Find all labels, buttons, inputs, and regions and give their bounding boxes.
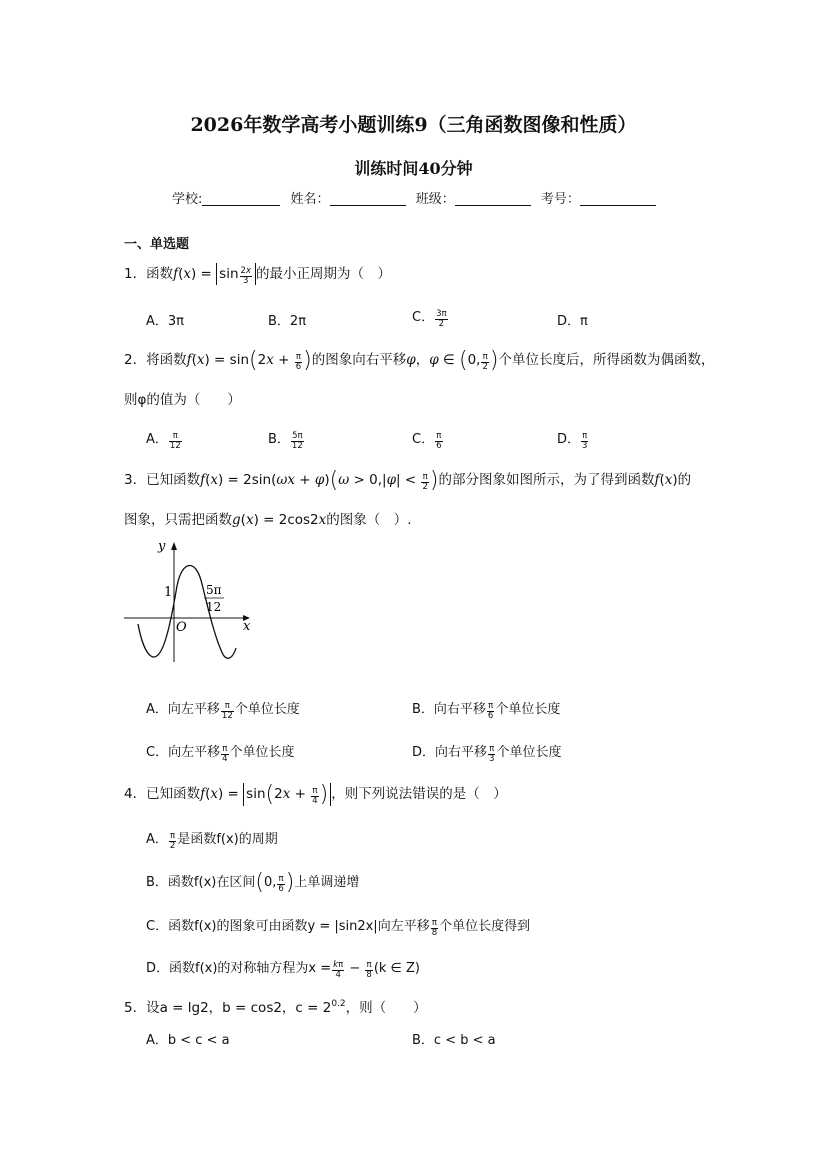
question-text: 函数	[146, 266, 174, 282]
q2-option-d[interactable]: D． $\frac{\pi}{3}$	[557, 431, 588, 451]
x-axis-label: x	[243, 619, 251, 634]
option-label: B．函数f(x)在区间	[146, 875, 256, 890]
question-number: 2．	[124, 352, 147, 368]
question-1: 1．函数f(x) = sin $\frac{2x}{3}$ 的最小正周期为（ ）	[124, 262, 391, 285]
question-number: 4．	[124, 786, 147, 802]
question-text: 将函数	[146, 352, 187, 368]
option-label: 个单位长度	[495, 702, 561, 717]
q2-option-c[interactable]: C． $\frac{\pi}{6}$	[412, 431, 442, 451]
q4-option-c[interactable]: C．函数f(x)的图象可由函数y = |sin2x|向左平移 $\frac{\pi}{8}$ 个单位长度得到	[146, 918, 531, 938]
q3-option-d[interactable]: D．向右平移 $\frac{\pi}{3}$ 个单位长度	[412, 744, 562, 764]
option-label: 上单调递增	[294, 875, 360, 890]
option-label: C．	[412, 310, 435, 325]
option-label: 是函数f(x)的周期	[177, 832, 278, 847]
option-label: A．	[146, 432, 168, 447]
question-2-line2: 则φ的值为（ ）	[124, 392, 241, 408]
question-text: 的最小正周期为（ ）	[255, 266, 391, 282]
option-label: (k ∈ Z)	[373, 961, 420, 976]
question-2: 2．将函数f(x) = sin(2x + $\frac{\pi}{6}$ )的图象向右平移φ，φ ∈ (0, $\frac{\pi}{2}$ )个单位长度后，所得函数为偶函数，	[124, 348, 715, 373]
q2-option-a[interactable]: A． $\frac{\pi}{12}$	[146, 431, 181, 451]
question-text: ，则（ ）	[345, 1000, 427, 1016]
exam-no-label: 考号：	[540, 192, 580, 207]
option-label: C．向左平移	[146, 745, 221, 760]
question-number: 1．	[124, 266, 147, 282]
question-text: 的图象（ ）.	[326, 512, 412, 528]
question-text: ，则下列说法错误的是（ ）	[331, 786, 507, 802]
page-title: 2026年数学高考小题训练9（三角函数图像和性质）	[190, 114, 637, 136]
y-axis-label: y	[158, 539, 166, 554]
sine-curve	[138, 565, 236, 658]
question-3-line2: 图象，只需把函数g(x) = 2cos2x的图象（ ）.	[124, 512, 412, 528]
question-3: 3．已知函数f(x) = 2sin(ωx + φ)(ω > 0,|φ| < $\frac{\pi}{2}$ )的部分图象如图所示，为了得到函数f(x)的	[124, 468, 692, 493]
q2-option-b[interactable]: B． $\frac{5\pi}{12}$	[268, 431, 303, 451]
q3-option-a[interactable]: A．向左平移 $\frac{\pi}{12}$ 个单位长度	[146, 701, 300, 721]
question-4: 4．已知函数f(x) = sin(2x + $\frac{\pi}{4}$ ) ，则下列说法错误的是（ ）	[124, 782, 507, 807]
option-label: 个单位长度	[234, 702, 300, 717]
q1-option-d[interactable]: D．π	[557, 314, 588, 329]
option-label: B．向右平移	[412, 702, 486, 717]
section-heading: 一、单选题	[124, 237, 190, 252]
page-subtitle: 训练时间40分钟	[354, 159, 473, 178]
name-field[interactable]	[330, 191, 406, 206]
student-info	[172, 188, 662, 207]
q1-option-b[interactable]: B．2π	[268, 314, 307, 329]
formula: f	[173, 266, 179, 282]
q3-option-b[interactable]: B．向右平移 $\frac{\pi}{6}$ 个单位长度	[412, 701, 561, 721]
option-label: B．	[268, 432, 290, 447]
question-text: 已知函数	[146, 786, 201, 802]
option-label: D．函数f(x)的对称轴方程为x =	[146, 961, 332, 976]
function-graph	[118, 538, 258, 670]
q4-option-b[interactable]: B．函数f(x)在区间(0, $\frac{\pi}{6}$ )上单调递增	[146, 870, 360, 895]
question-text: 的部分图象如图所示，为了得到函数	[438, 472, 655, 488]
question-text: 的	[677, 472, 692, 488]
origin-label: O	[176, 620, 187, 635]
q4-option-d[interactable]: D．函数f(x)的对称轴方程为x = $\frac{k\pi}{4}$ − $\frac{\pi}{8}$ (k ∈ Z)	[146, 960, 420, 980]
question-text: 个单位长度后，所得函数为偶函数，	[498, 352, 715, 368]
class-field[interactable]	[455, 191, 531, 206]
question-text: 已知函数	[146, 472, 201, 488]
option-label: C．	[412, 432, 435, 447]
question-text: 图象，只需把函数	[124, 512, 232, 528]
question-number: 3．	[124, 472, 147, 488]
q3-option-c[interactable]: C．向左平移 $\frac{\pi}{4}$ 个单位长度	[146, 744, 295, 764]
q1-option-a[interactable]: A．3π	[146, 314, 184, 329]
school-label: 学校:	[172, 192, 203, 207]
option-label: 个单位长度得到	[439, 919, 531, 934]
option-label: C．函数f(x)的图象可由函数y = |sin2x|向左平移	[146, 919, 430, 934]
exponent: 0.2	[331, 999, 346, 1009]
abs-value: sin $\frac{2x}{3}$	[216, 263, 256, 285]
option-label: 个单位长度	[496, 745, 562, 760]
q4-option-a[interactable]: A． $\frac{\pi}{2}$ 是函数f(x)的周期	[146, 831, 278, 851]
name-label: 姓名：	[290, 192, 330, 207]
school-field[interactable]	[202, 191, 280, 206]
question-number: 5．	[124, 1000, 147, 1016]
question-5	[124, 996, 427, 1016]
exam-no-field[interactable]	[580, 191, 656, 206]
option-label: D．向右平移	[412, 745, 488, 760]
option-label: 个单位长度	[229, 745, 295, 760]
option-label: A．向左平移	[146, 702, 220, 717]
class-label: 班级：	[415, 192, 455, 207]
option-label: D．	[557, 432, 581, 447]
q1-option-c[interactable]: C． $\frac{3\pi}{2}$	[412, 309, 447, 329]
annotation-numerator: 5π	[206, 583, 222, 597]
y-axis-arrow	[171, 542, 177, 550]
q5-option-a[interactable]: A．b < c < a	[146, 1033, 230, 1048]
q5-option-b[interactable]: B．c < b < a	[412, 1033, 496, 1048]
y-tick-label: 1	[164, 585, 173, 600]
annotation-denominator: 12	[206, 600, 222, 614]
question-text: 设a = lg2，b = cos2，c = 2	[146, 1000, 332, 1016]
question-text: 的图象向右平移	[311, 352, 407, 368]
